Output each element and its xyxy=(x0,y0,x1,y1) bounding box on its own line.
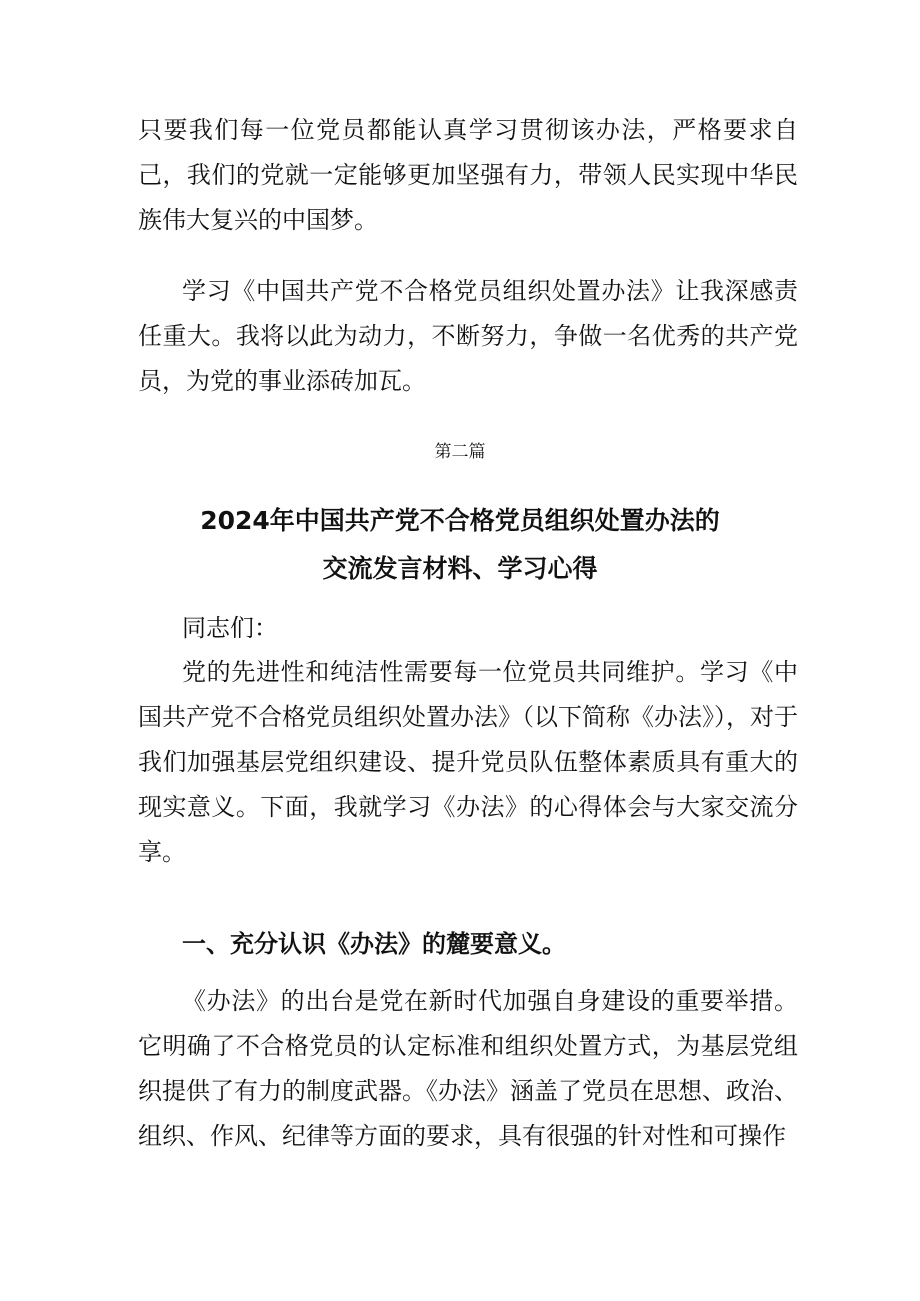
section-heading: 一、充分认识《办法》的麓要意义。 xyxy=(182,930,566,958)
paragraph-conclusion: 学习《中国共产党不合格党员组织处置办法》让我深感责任重大。我将以此为动力，不断努力，争做一名优秀的共产党员，为党的事业添砖加瓦。 xyxy=(138,277,798,395)
title-line-1: 2024年中国共产党不合格党员组织处置办法的 xyxy=(200,506,720,535)
title-line-2: 交流发言材料、学习心得 xyxy=(322,554,598,583)
document-title xyxy=(0,497,920,593)
paragraph-intro: 党的先进性和纯洁性需要每一位党员共同维护。学习《中国共产党不合格党员组织处置办法》（以下简称《办法》），对于我们加强基层党组织建设、提升党员队伍整体素质具有重大的现实意义。下面，我就学习《办法》的心得体会与大家交流分享。 xyxy=(138,658,798,866)
paragraph-continuation: 只要我们每一位党员都能认真学习贯彻该办法，严格要求自己，我们的党就一定能够更加坚强有力，带领人民实现中华民族伟大复兴的中国梦。 xyxy=(138,116,798,234)
salutation: 同志们： xyxy=(182,614,278,642)
chapter-label: 第二篇 xyxy=(434,442,486,462)
paragraph-section-body: 《办法》的出台是党在新时代加强自身建设的重要举措。它明确了不合格党员的认定标准和组织处置方式，为基层党组织提供了有力的制度武器。《办法》涵盖了党员在思想、政治、组织、作风、纪律等方面的要求，具有很强的针对性和可操作 xyxy=(138,987,798,1150)
